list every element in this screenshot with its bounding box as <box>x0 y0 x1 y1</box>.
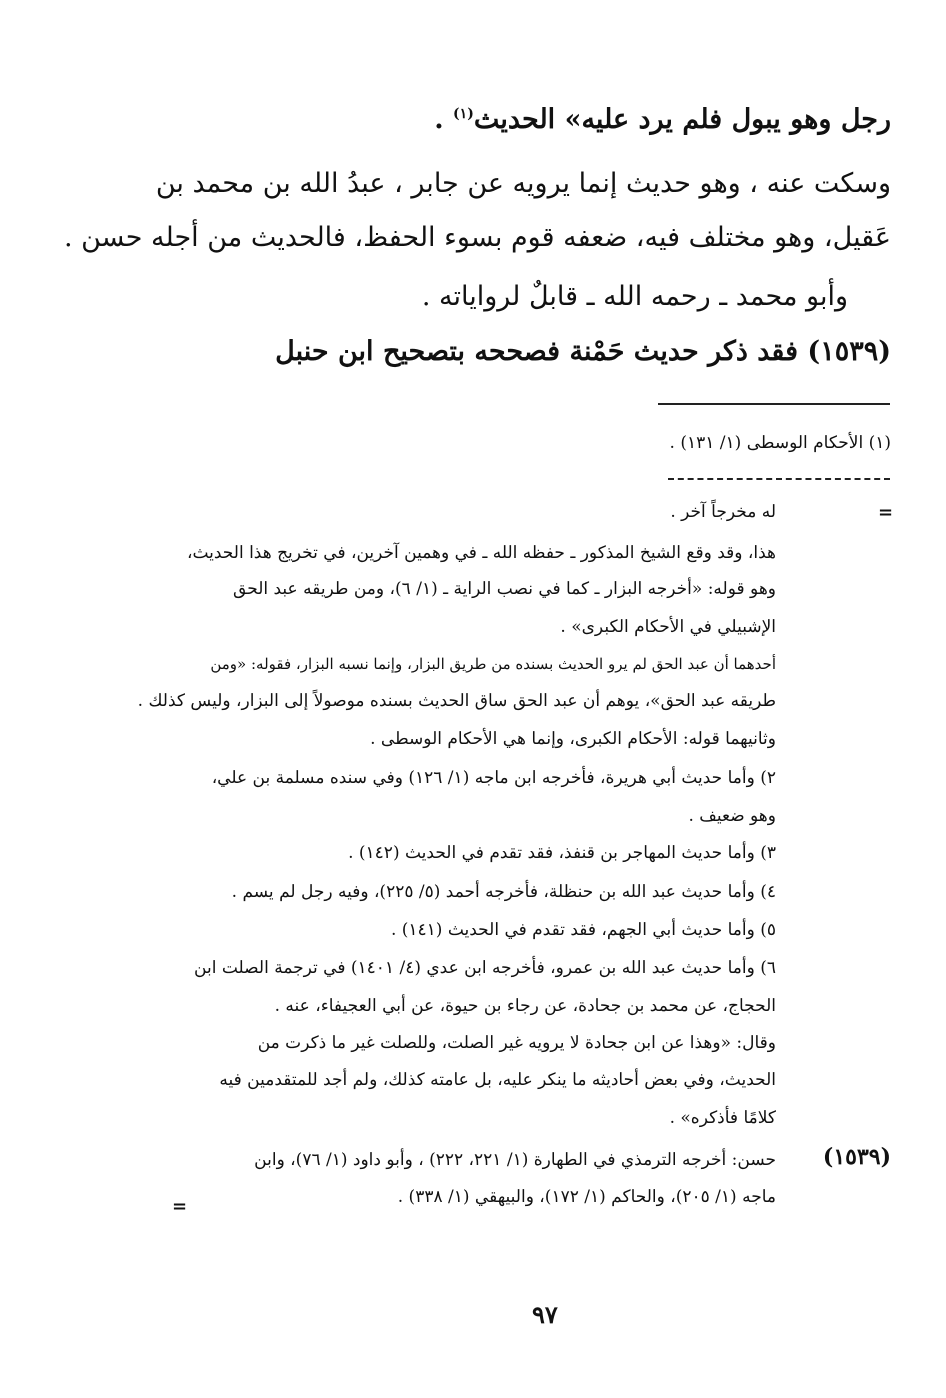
main-line-5-text: فقد ذكر حديث حَمْنة فصححه بتصحيح ابن حنبل <box>275 336 799 367</box>
commentary-line-17: كلامًا فأذكره» . <box>669 1108 776 1128</box>
commentary-line-12: ٥) وأما حديث أبي الجهم، فقد تقدم في الحديث (١٤١) . <box>390 920 776 940</box>
main-line-5 <box>275 336 891 367</box>
entry-number: (١٥٣٩) <box>822 1144 891 1170</box>
commentary-line-9: وهو ضعيف . <box>688 806 776 826</box>
commentary-line-11: ٤) وأما حديث عبد الله بن حنظلة، فأخرجه أحمد (٥/ ٢٢٥)، وفيه رجل لم يسم . <box>231 882 776 902</box>
page-number: ٩٧ <box>532 1300 558 1329</box>
entry-line-1: حسن: أخرجه الترمذي في الطهارة (١/ ٢٢١، ٢٢٢) ، وأبو داود (١/ ٧٦)، وابن <box>254 1150 776 1170</box>
commentary-line-5: أحدهما أن عبد الحق لم يرو الحديث بسنده من طريق البزار، وإنما نسبه البزار، فقوله: «ومن <box>210 655 776 673</box>
main-line-1 <box>434 104 891 135</box>
footnote-separator <box>658 403 890 405</box>
main-line-2: وسكت عنه ، وهو حديث إنما يرويه عن جابر ، عبدُ الله بن محمد بن <box>155 168 891 199</box>
commentary-line-8: ٢) وأما حديث أبي هريرة، فأخرجه ابن ماجه (١/ ١٢٦) وفي سنده مسلمة بن علي، <box>211 768 776 788</box>
hadith-number: (١٥٣٩) <box>807 336 891 367</box>
commentary-line-6: طريقه عبد الحق»، يوهم أن عبد الحق ساق الحديث بسنده موصولاً إلى البزار، وليس كذلك . <box>137 691 776 711</box>
main-line-1-end: . <box>434 104 454 135</box>
commentary-line-1: له مخرجاً آخر . <box>670 502 776 522</box>
continuation-marker: = <box>878 502 894 523</box>
footnote-ref: (١) <box>453 106 474 122</box>
continuation-marker-end: = <box>172 1196 188 1217</box>
commentary-line-15: وقال: «وهذا عن ابن جحادة لا يرويه غير الصلت، وللصلت غير ما ذكرت من <box>257 1033 776 1053</box>
footnote-1: (١) الأحكام الوسطى (١/ ١٣١) . <box>669 433 891 453</box>
main-line-4: وأبو محمد ـ رحمه الله ـ قابلٌ لرواياته . <box>421 281 848 312</box>
commentary-line-10: ٣) وأما حديث المهاجر بن قنفذ، فقد تقدم في الحديث (١٤٢) . <box>348 843 776 863</box>
commentary-line-14: الحجاج، عن محمد بن جحادة، عن رجاء بن حيوة، عن أبي العجيفاء، عنه . <box>274 996 776 1016</box>
commentary-separator <box>668 478 890 480</box>
commentary-line-16: الحديث، وفي بعض أحاديثه ما ينكر عليه، بل عامته كذلك، ولم أجد للمتقدمين فيه <box>219 1070 776 1090</box>
entry-line-2: ماجه (١/ ٢٠٥)، والحاكم (١/ ١٧٢)، والبيهقي (١/ ٣٣٨) . <box>397 1187 776 1207</box>
commentary-line-7: وثانيهما قوله: الأحكام الكبرى، وإنما هي الأحكام الوسطى . <box>370 729 776 749</box>
main-line-3: عَقيل، وهو مختلف فيه، ضعفه قوم بسوء الحفظ، فالحديث من أجله حسن . <box>63 222 891 253</box>
commentary-line-3: وهو قوله: «أخرجه البزار ـ كما في نصب الراية ـ (١/ ٦)، ومن طريقه عبد الحق <box>233 579 776 599</box>
commentary-line-13: ٦) وأما حديث عبد الله بن عمرو، فأخرجه ابن عدي (٤/ ١٤٠١) في ترجمة الصلت ابن <box>194 958 776 978</box>
commentary-line-4: الإشبيلي في الأحكام الكبرى» . <box>560 617 776 637</box>
commentary-line-2: هذا، وقد وقع الشيخ المذكور ـ حفظه الله ـ في وهمين آخرين، في تخريج هذا الحديث، <box>186 543 776 563</box>
main-line-1-text: رجل وهو يبول فلم يرد عليه» الحديث <box>473 104 891 135</box>
